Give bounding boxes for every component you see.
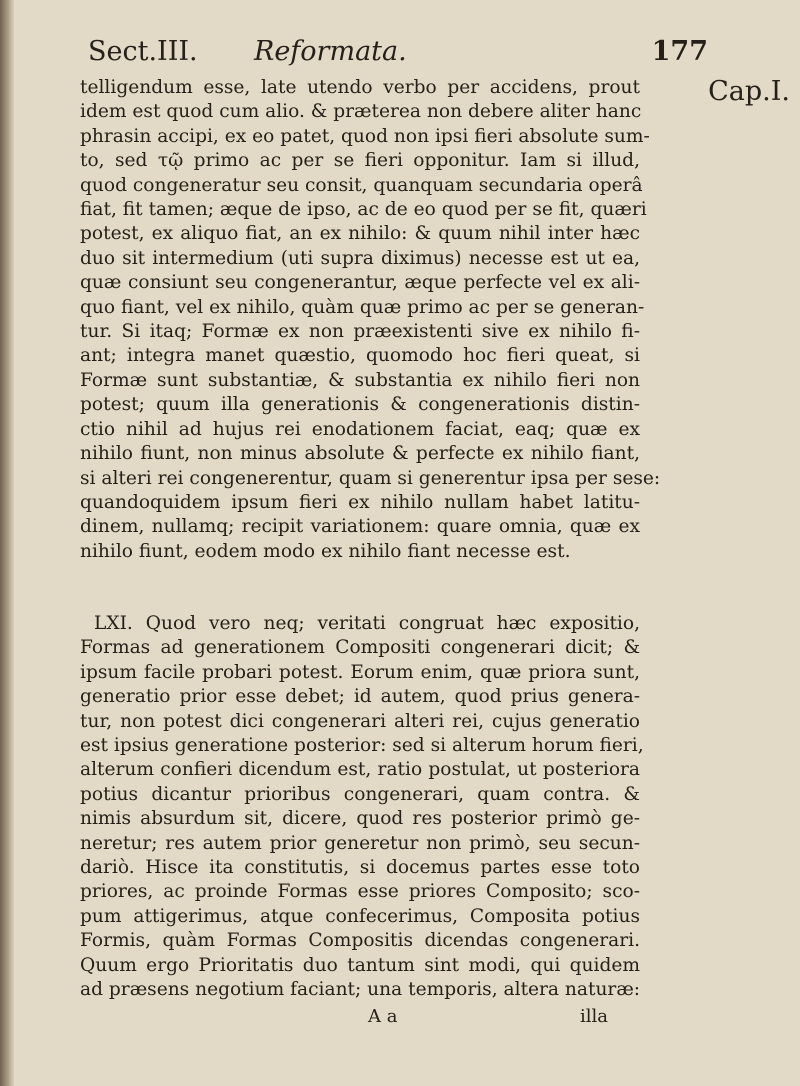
text-line: telligendum esse, late utendo verbo per accidens, prout <box>80 77 640 98</box>
text-line: quæ consiunt seu congenerantur, æque perfecte vel ex ali- <box>80 272 640 294</box>
running-header <box>88 34 708 74</box>
text-line: phrasin accipi, ex eo patet, quod non ipsi fieri absolute sum- <box>80 125 650 147</box>
text-line: ipsum facile probari potest. Eorum enim, quæ priora sunt, <box>80 661 640 683</box>
paragraph-2 <box>80 612 644 1003</box>
text-line: generatio prior esse debet; id autem, quod prius genera- <box>80 686 640 708</box>
chapter-heading: Cap.I. <box>708 76 790 107</box>
text-line: tur. Si itaq; Formæ ex non præexistenti sive ex nihilo fi- <box>80 321 640 343</box>
text-line: si alteri rei congenerentur, quam si generentur ipsa per sese: <box>80 467 661 489</box>
text-line: alterum confieri dicendum est, ratio postulat, ut posteriora <box>80 759 640 781</box>
text-line: fiat, fit tamen; æque de ipso, ac de eo quod per se fit, quæri <box>80 199 647 221</box>
text-line: Quum ergo Prioritatis duo tantum sint modi, qui quidem <box>80 954 640 976</box>
signature-mark: A a <box>368 1006 398 1027</box>
text-line: tur, non potest dici congenerari alteri rei, cujus generatio <box>80 710 640 732</box>
text-line: neretur; res autem prior generetur non primò, seu secun- <box>80 832 640 854</box>
text-line: ad præsens negotium faciant; una temporis, altera naturæ: <box>80 979 641 1001</box>
text-line: ant; integra manet quæstio, quomodo hoc fieri queat, si <box>80 345 640 367</box>
text-line: priores, ac proinde Formas esse priores Composito; sco- <box>80 881 640 903</box>
binding-gutter <box>0 0 14 1086</box>
text-line: quod congeneratur seu consit, quanquam secundaria operâ <box>80 174 643 196</box>
text-line: potius dicantur prioribus congenerari, quam contra. & <box>80 783 640 805</box>
text-line: potest, ex aliquo fiat, an ex nihilo: & quum nihil inter hæc <box>80 223 640 245</box>
text-line: dinem, nullamq; recipit variationem: quare omnia, quæ ex <box>80 516 640 538</box>
text-line: duo sit intermedium (uti supra diximus) necesse est ut ea, <box>80 247 640 269</box>
text-line: est ipsius generatione posterior: sed si alterum horum fieri, <box>80 735 644 757</box>
section-label: Sect.III. <box>88 36 198 67</box>
page-number: 177 <box>651 36 708 67</box>
text-line: quandoquidem ipsum fieri ex nihilo nullam habet latitu- <box>80 491 640 513</box>
text-line: dariò. Hisce ita constitutis, si docemus partes esse toto <box>80 857 640 879</box>
text-line: idem est quod cum alio. & præterea non debere aliter hanc <box>80 101 642 123</box>
text-line: quo fiant, vel ex nihilo, quàm quæ primo ac per se generan- <box>80 296 645 318</box>
text-line: Formæ sunt substantiæ, & substantia ex nihilo fieri non <box>80 369 640 391</box>
text-line: Formis, quàm Formas Compositis dicendas congenerari. <box>80 930 640 952</box>
paragraph-1 <box>80 76 661 564</box>
running-title: Reformata. <box>254 36 407 67</box>
text-line: ctio nihil ad hujus rei enodationem faciat, eaq; quæ ex <box>80 418 640 440</box>
text-line: nihilo fiunt, eodem modo ex nihilo fiant necesse est. <box>80 540 571 562</box>
text-line: to, sed τῷ primo ac per se fieri opponitur. Iam si illud, <box>80 150 640 172</box>
text-line: LXI. Quod vero neq; veritati congruat hæc expositio, <box>94 613 640 634</box>
text-line: potest; quum illa generationis & congenerationis distin- <box>80 394 640 416</box>
text-line: Formas ad generationem Compositi congenerari dicit; & <box>80 637 640 659</box>
catchword: illa <box>580 1006 609 1027</box>
text-line: nimis absurdum sit, dicere, quod res posterior primò ge- <box>80 808 640 830</box>
text-line: nihilo fiunt, non minus absolute & perfecte ex nihilo fiant, <box>80 443 640 465</box>
text-line: pum attigerimus, atque confecerimus, Composita potius <box>80 905 640 927</box>
